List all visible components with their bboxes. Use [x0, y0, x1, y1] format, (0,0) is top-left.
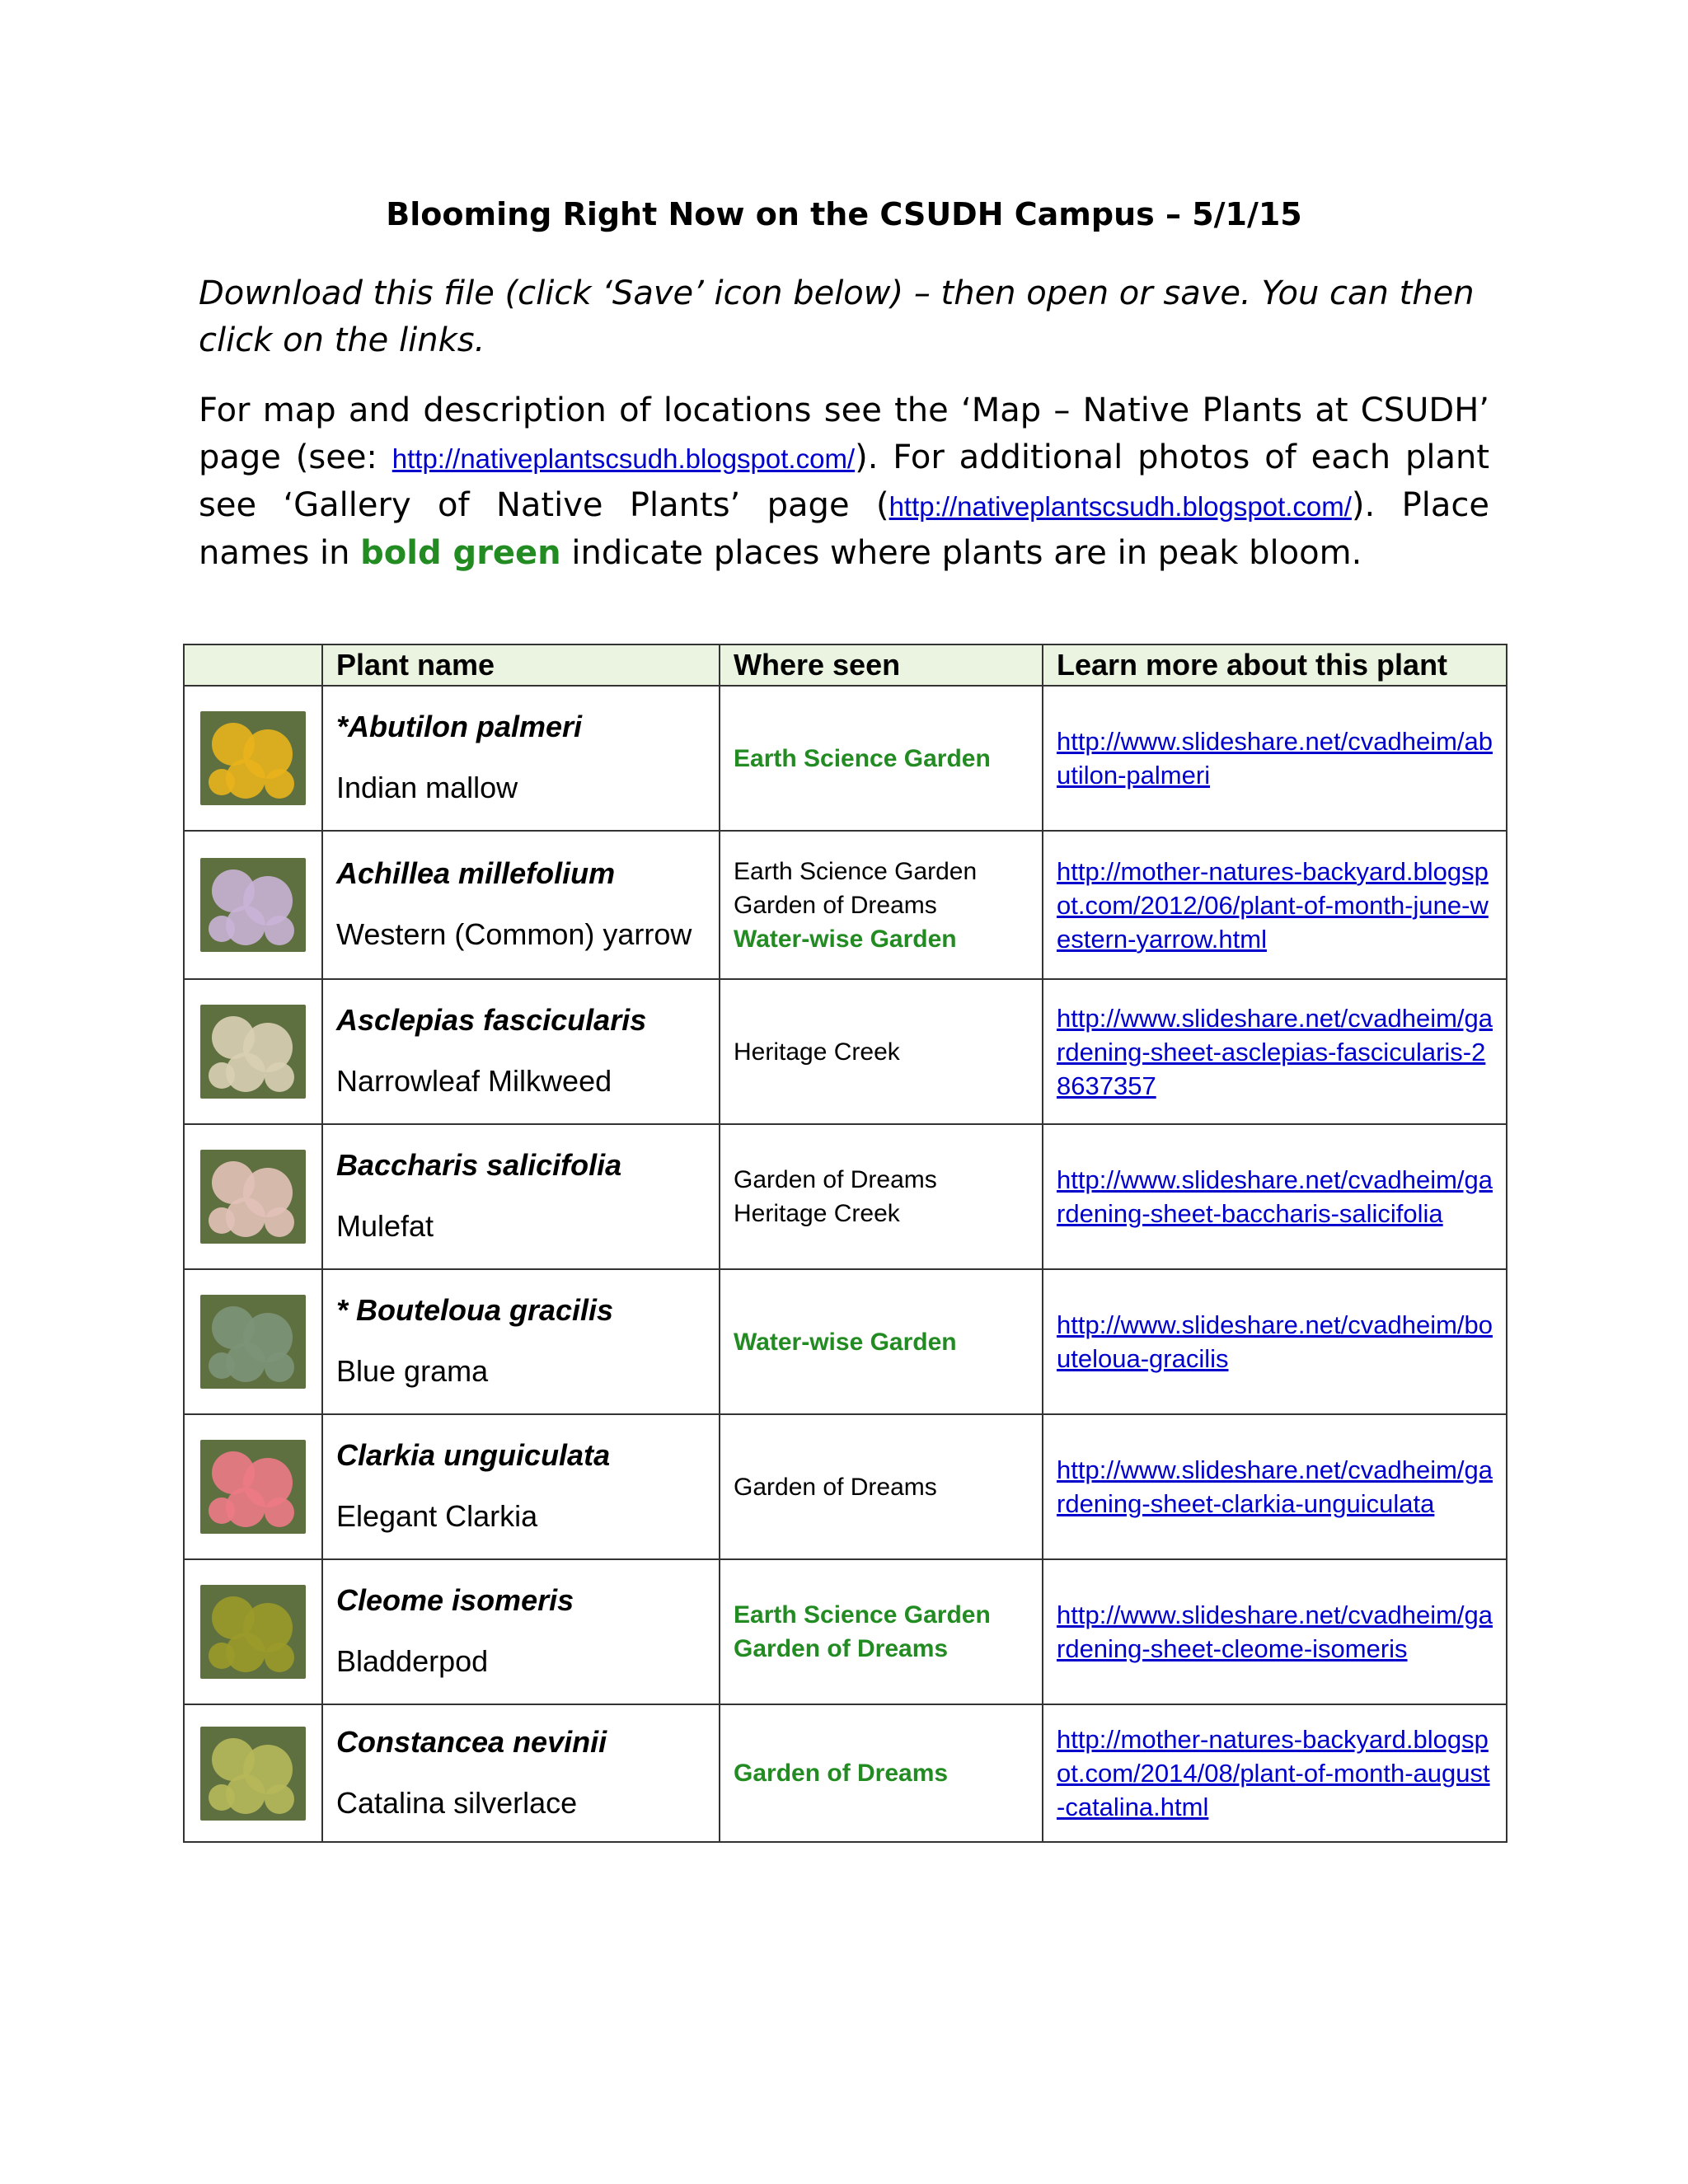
plant-photo-cell: [184, 1559, 322, 1704]
plant-photo-cell: [184, 1704, 322, 1842]
table-header-row: [184, 644, 1507, 686]
learn-more-link[interactable]: http://mother-natures-backyard.blogspot.com/2012/06/plant-of-month-june-western-yarrow.html: [1057, 856, 1489, 954]
paragraph-text: indicate places where plants are in peak bloom.: [560, 534, 1362, 572]
plant-name-cell: [322, 1269, 720, 1414]
learn-more-cell: [1043, 1704, 1507, 1842]
paragraph-text: ). Place names in: [199, 486, 1489, 572]
plant-photo: [200, 711, 306, 805]
where-seen-cell: [720, 1559, 1043, 1704]
common-name: Western (Common) yarrow: [336, 917, 692, 951]
locations-paragraph: [199, 387, 1489, 577]
location-name: Garden of Dreams: [734, 1635, 949, 1662]
plant-name-cell: [322, 1559, 720, 1704]
plant-photo-cell: [184, 686, 322, 831]
location-name: Earth Science Garden: [734, 857, 978, 885]
plant-name-cell: [322, 1704, 720, 1842]
plant-name-cell: [322, 686, 720, 831]
location-name: Water-wise Garden: [734, 925, 957, 953]
location-name: Earth Science Garden: [734, 744, 991, 772]
header-thumbnail: [184, 644, 322, 686]
plant-photo: [200, 1295, 306, 1389]
learn-more-link[interactable]: http://www.slideshare.net/cvadheim/gardening-sheet-cleome-isomeris: [1057, 1601, 1493, 1663]
plant-name-cell: [322, 1124, 720, 1269]
plant-name-cell: [322, 831, 720, 979]
learn-more-cell: [1043, 1269, 1507, 1414]
where-seen-cell: [720, 1704, 1043, 1842]
where-seen-cell: [720, 1269, 1043, 1414]
scientific-name: Constancea nevinii: [336, 1724, 607, 1759]
location-name: Garden of Dreams: [734, 1473, 937, 1501]
common-name: Narrowleaf Milkweed: [336, 1064, 612, 1098]
plant-photo-cell: [184, 1269, 322, 1414]
table-row: [184, 686, 1507, 831]
plant-photo: [200, 1440, 306, 1534]
table-row: [184, 979, 1507, 1124]
common-name: Indian mallow: [336, 771, 518, 804]
plant-photo: [200, 1727, 306, 1821]
scientific-name: Asclepias fascicularis: [336, 1003, 647, 1037]
where-seen-cell: [720, 686, 1043, 831]
header-learn-more: Learn more about this plant: [1043, 644, 1507, 686]
learn-more-link[interactable]: http://www.slideshare.net/cvadheim/bouteloua-gracilis: [1057, 1310, 1493, 1373]
bold-green-highlight: bold green: [360, 534, 561, 572]
plants-table: [183, 644, 1507, 1843]
plant-photo: [200, 1150, 306, 1244]
plant-photo: [200, 858, 306, 952]
learn-more-link[interactable]: http://www.slideshare.net/cvadheim/abutilon-palmeri: [1057, 727, 1493, 790]
learn-more-link[interactable]: http://www.slideshare.net/cvadheim/gardening-sheet-asclepias-fascicularis-28637357: [1057, 1003, 1493, 1100]
table-row: [184, 1704, 1507, 1842]
plant-photo-cell: [184, 831, 322, 979]
common-name: Blue grama: [336, 1354, 489, 1388]
plant-photo: [200, 1005, 306, 1099]
common-name: Catalina silverlace: [336, 1785, 578, 1820]
where-seen-cell: [720, 979, 1043, 1124]
scientific-name: Clarkia unguiculata: [336, 1438, 611, 1472]
location-name: Heritage Creek: [734, 1038, 900, 1066]
scientific-name: Cleome isomeris: [336, 1583, 574, 1617]
learn-more-cell: [1043, 1559, 1507, 1704]
paragraph-text: For map and description of locations see the ‘Map – Native Plants at CSUDH’ page (see:: [199, 391, 1489, 476]
learn-more-cell: [1043, 979, 1507, 1124]
learn-more-cell: [1043, 831, 1507, 979]
page-title: Blooming Right Now on the CSUDH Campus – 5/1/15: [386, 196, 1302, 232]
where-seen-cell: [720, 831, 1043, 979]
scientific-name: Achillea millefolium: [336, 856, 616, 890]
table-row: [184, 831, 1507, 979]
location-name: Water-wise Garden: [734, 1328, 957, 1356]
scientific-name: Baccharis salicifolia: [336, 1148, 622, 1182]
location-name: Garden of Dreams: [734, 1760, 949, 1787]
scientific-name: *Abutilon palmeri: [336, 710, 583, 743]
plant-name-cell: [322, 1414, 720, 1559]
common-name: Mulefat: [336, 1209, 434, 1243]
where-seen-cell: [720, 1124, 1043, 1269]
map-page-link[interactable]: http://nativeplantscsudh.blogspot.com/: [392, 443, 856, 474]
location-name: Garden of Dreams: [734, 891, 937, 919]
learn-more-link[interactable]: http://mother-natures-backyard.blogspot.com/2014/08/plant-of-month-august-catalina.html: [1057, 1725, 1490, 1821]
location-name: Garden of Dreams: [734, 1166, 937, 1193]
learn-more-cell: [1043, 1124, 1507, 1269]
download-instructions: Download this file (click ‘Save’ icon below) – then open or save. You can then click on the links.: [199, 274, 1475, 359]
plant-photo-cell: [184, 979, 322, 1124]
scientific-name: * Bouteloua gracilis: [336, 1293, 614, 1327]
gallery-page-link[interactable]: http://nativeplantscsudh.blogspot.com/: [889, 491, 1352, 522]
table-row: [184, 1124, 1507, 1269]
plant-photo: [200, 1585, 306, 1679]
learn-more-link[interactable]: http://www.slideshare.net/cvadheim/gardening-sheet-clarkia-unguiculata: [1057, 1455, 1493, 1518]
paragraph-text: ). For additional photos of each plant see ‘Gallery of Native Plants’ page (: [199, 438, 1489, 524]
location-name: Heritage Creek: [734, 1200, 900, 1227]
header-where-seen: Where seen: [720, 644, 1043, 686]
common-name: Elegant Clarkia: [336, 1499, 538, 1533]
plant-name-cell: [322, 979, 720, 1124]
table-row: [184, 1269, 1507, 1414]
learn-more-link[interactable]: http://www.slideshare.net/cvadheim/gardening-sheet-baccharis-salicifolia: [1057, 1165, 1493, 1228]
table-row: [184, 1414, 1507, 1559]
header-plant-name: Plant name: [322, 644, 720, 686]
where-seen-cell: [720, 1414, 1043, 1559]
table-row: [184, 1559, 1507, 1704]
common-name: Bladderpod: [336, 1644, 489, 1678]
learn-more-cell: [1043, 686, 1507, 831]
location-name: Earth Science Garden: [734, 1601, 991, 1629]
plant-photo-cell: [184, 1414, 322, 1559]
plant-photo-cell: [184, 1124, 322, 1269]
learn-more-cell: [1043, 1414, 1507, 1559]
